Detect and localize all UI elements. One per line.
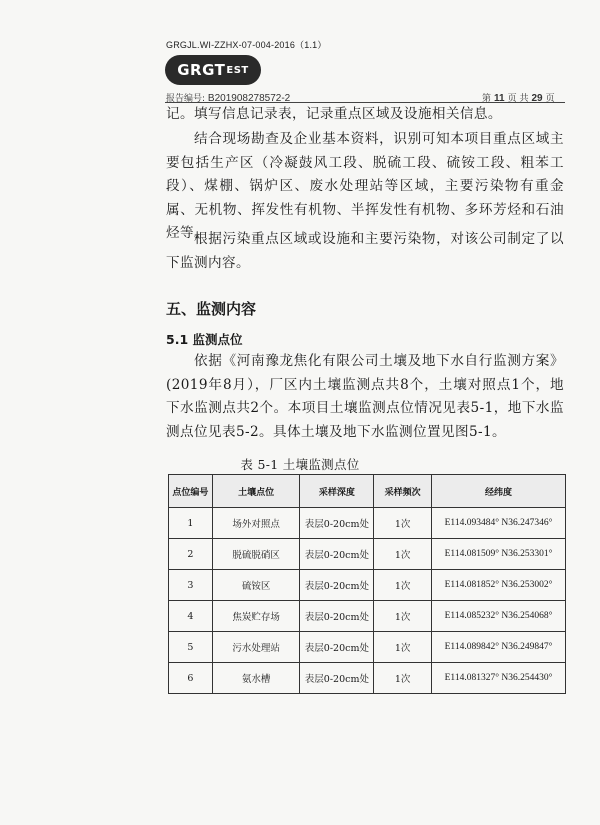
paragraph-continued: 记。填写信息记录表，记录重点区域及设施相关信息。: [166, 106, 502, 122]
header-sample-frequency: 采样频次: [374, 475, 432, 508]
cell-sample-frequency: 1次: [374, 601, 432, 632]
cell-coordinates: E114.081852° N36.253002°: [432, 570, 566, 601]
cell-sample-depth: 表层0-20cm处: [300, 570, 374, 601]
section-heading: 五、监测内容: [166, 300, 257, 318]
cell-soil-point: 场外对照点: [212, 508, 300, 539]
document-code: GRGJL.WI-ZZHX-07-004-2016（1.1）: [166, 40, 327, 50]
table-header-row: [169, 475, 566, 508]
cell-coordinates: E114.089842° N36.249847°: [432, 632, 566, 663]
cell-sample-frequency: 1次: [374, 539, 432, 570]
cell-soil-point: 脱硫脱硝区: [212, 539, 300, 570]
page-total: 29: [531, 93, 543, 104]
table-row: [169, 601, 566, 632]
cell-sample-frequency: 1次: [374, 632, 432, 663]
report-number-label: 报告编号:: [166, 94, 206, 104]
page-suffix: 页: [545, 94, 555, 104]
table-row: [169, 508, 566, 539]
logo-main-text: GRGT: [177, 61, 226, 79]
cell-soil-point: 焦炭贮存场: [212, 601, 300, 632]
header-point-id: 点位编号: [169, 475, 213, 508]
cell-point-id: 1: [169, 508, 213, 539]
paragraph-monitoring-basis: 根据污染重点区域或设施和主要污染物，对该公司制定了以下监测内容。: [166, 231, 564, 271]
cell-coordinates: E114.081327° N36.254430°: [432, 663, 566, 694]
cell-soil-point: 污水处理站: [212, 632, 300, 663]
cell-sample-depth: 表层0-20cm处: [300, 632, 374, 663]
cell-point-id: 5: [169, 632, 213, 663]
cell-coordinates: E114.093484° N36.247346°: [432, 508, 566, 539]
cell-coordinates: E114.081509° N36.253301°: [432, 539, 566, 570]
table-row: [169, 539, 566, 570]
cell-sample-depth: 表层0-20cm处: [300, 539, 374, 570]
cell-sample-frequency: 1次: [374, 508, 432, 539]
cell-sample-depth: 表层0-20cm处: [300, 663, 374, 694]
table-row: [169, 632, 566, 663]
cell-point-id: 3: [169, 570, 213, 601]
page-prefix: 第: [482, 94, 492, 104]
cell-sample-frequency: 1次: [374, 663, 432, 694]
cell-point-id: 2: [169, 539, 213, 570]
cell-soil-point: 氨水槽: [212, 663, 300, 694]
cell-sample-depth: 表层0-20cm处: [300, 508, 374, 539]
report-number-value: B201908278572-2: [207, 93, 291, 104]
logo-suffix-text: EST: [226, 64, 249, 76]
cell-sample-depth: 表层0-20cm处: [300, 601, 374, 632]
table-row: [169, 663, 566, 694]
cell-soil-point: 硫铵区: [212, 570, 300, 601]
cell-coordinates: E114.085232° N36.254068°: [432, 601, 566, 632]
page-mid: 页 共: [507, 94, 529, 104]
header-soil-point: 土壤点位: [212, 475, 300, 508]
table-row: [169, 570, 566, 601]
paragraph-monitoring-points: 依据《河南豫龙焦化有限公司土壤及地下水自行监测方案》(2019年8月），厂区内土壤监测点共8个，土壤对照点1个，地下水监测点共2个。本项目土壤监测点位情况见表5-1，地下水监测点位见表5-2。具体土壤及地下水监测位置见图5-1。: [166, 353, 564, 440]
grgtest-logo: [165, 55, 261, 85]
header-sample-depth: 采样深度: [300, 475, 374, 508]
soil-monitoring-table: [168, 474, 566, 694]
cell-point-id: 6: [169, 663, 213, 694]
cell-point-id: 4: [169, 601, 213, 632]
table-caption: 表 5-1 土壤监测点位: [240, 457, 360, 472]
page-current: 11: [494, 93, 505, 104]
paragraph-key-areas: 结合现场勘查及企业基本资料，识别可知本项目重点区域主要包括生产区（冷凝鼓风工段、脱硫工段、硫铵工段、粗苯工段）、煤棚、锅炉区、废水处理站等区域，主要污染物有重金属、无机物、挥发性有机物、半挥发性有机物、多环芳烃和石油烃等。: [166, 131, 564, 241]
subsection-heading: 5.1 监测点位: [166, 332, 243, 347]
cell-sample-frequency: 1次: [374, 570, 432, 601]
header-coordinates: 经纬度: [432, 475, 566, 508]
